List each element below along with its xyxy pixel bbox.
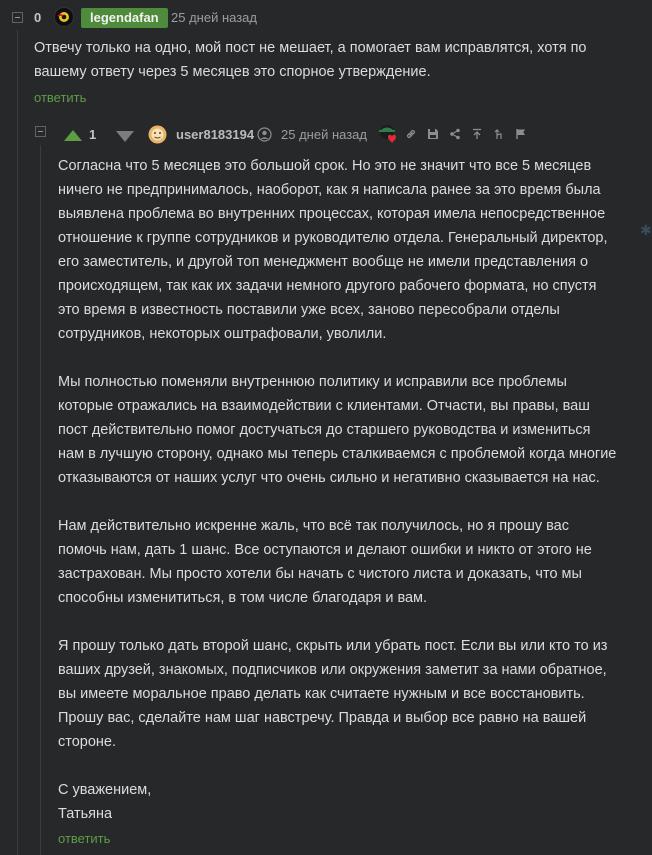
comment-paragraph: Я прошу только дать второй шанс, скрыть или убрать пост. Если вы или кто то из ваших друзей, знакомых, подписчиков или окружения заметит за нами обратное, вы имеете моральное право делать как считаете нужным и все восстановить. Прошу вас, сделайте нам шаг навстречу. Правда и выбор все равно на вашей стороне. — [58, 638, 612, 750]
comment-time[interactable]: 25 дней назад — [281, 127, 367, 142]
downvote-icon[interactable] — [116, 129, 134, 147]
comment-paragraph: Согласна что 5 месяцев это большой срок. Но это не значит что все 5 месяцев ничего не предпринималось, наоборот, как я написала ранее за это время была выявлена проблема во внутренних процессах, которая имела непосредственное отношение к группе сотрудников и руководителю отдела. Генеральный директор, его заместитель, и другой топ менеджмент вообще не имели представления о происходящем, так как их задачи немного другого рабочего формата, но спустя это время в известность поставили уже всех, заново пересобрали отделы сотрудников, некоторых оштрафовали, уволили. — [58, 158, 612, 342]
username-badge[interactable]: legendafan — [81, 8, 168, 28]
comment-signature: С уважением, Татьяна — [58, 782, 152, 822]
side-decoration-icon: ✱ — [640, 222, 652, 238]
comment-rating: 0 — [34, 10, 42, 25]
collapse-button[interactable] — [12, 12, 23, 23]
upvote-icon[interactable] — [64, 128, 82, 146]
avatar[interactable] — [148, 125, 167, 144]
share-icon[interactable] — [448, 127, 462, 141]
thread-line-reply — [40, 145, 41, 855]
comment-body — [58, 154, 621, 826]
reply-link[interactable]: ответить — [34, 90, 87, 105]
avatar[interactable] — [54, 7, 74, 27]
comment-time[interactable]: 25 дней назад — [171, 10, 257, 25]
collapse-button[interactable] — [35, 126, 46, 137]
comment-rating: 1 — [89, 127, 97, 142]
award-icon[interactable] — [376, 123, 398, 150]
report-flag-icon[interactable] — [514, 127, 528, 141]
user-profile-icon[interactable] — [257, 127, 272, 147]
comment-paragraph: Мы полностью поменяли внутреннюю политику и исправили все проблемы которые отражались на взаимодействии с клиентами. Отчасти, вы правы, ваш пост действительно помог достучаться до старшего руководства и измениться нам в лучшую сторону, однако мы теперь сталкиваемся с проблемой когда многие отказываются от наших услуг что очень сильно и негативно сказывается на нас. — [58, 374, 621, 486]
link-icon[interactable] — [404, 127, 418, 141]
branch-icon[interactable] — [492, 127, 506, 141]
username[interactable]: user8183194 — [176, 127, 255, 142]
reply-link[interactable]: ответить — [58, 831, 111, 846]
comment-text: Отвечу только на одно, мой пост не мешает, а помогает вам исправлятся, хотя по вашему ответу через 5 месяцев это спорное утверждение. — [34, 40, 591, 80]
go-to-parent-icon[interactable] — [470, 127, 484, 141]
save-icon[interactable] — [426, 127, 440, 141]
thread-line-root — [17, 30, 18, 855]
comment-paragraph: Нам действительно искренне жаль, что всё так получилось, но я прошу вас помочь нам, дать 1 шанс. Все оступаются и делают ошибки и никто от этого не застрахован. Мы просто хотели бы начать с чистого листа и доказать, что мы способны изменититься, в том числе благодаря и вам. — [58, 518, 596, 606]
